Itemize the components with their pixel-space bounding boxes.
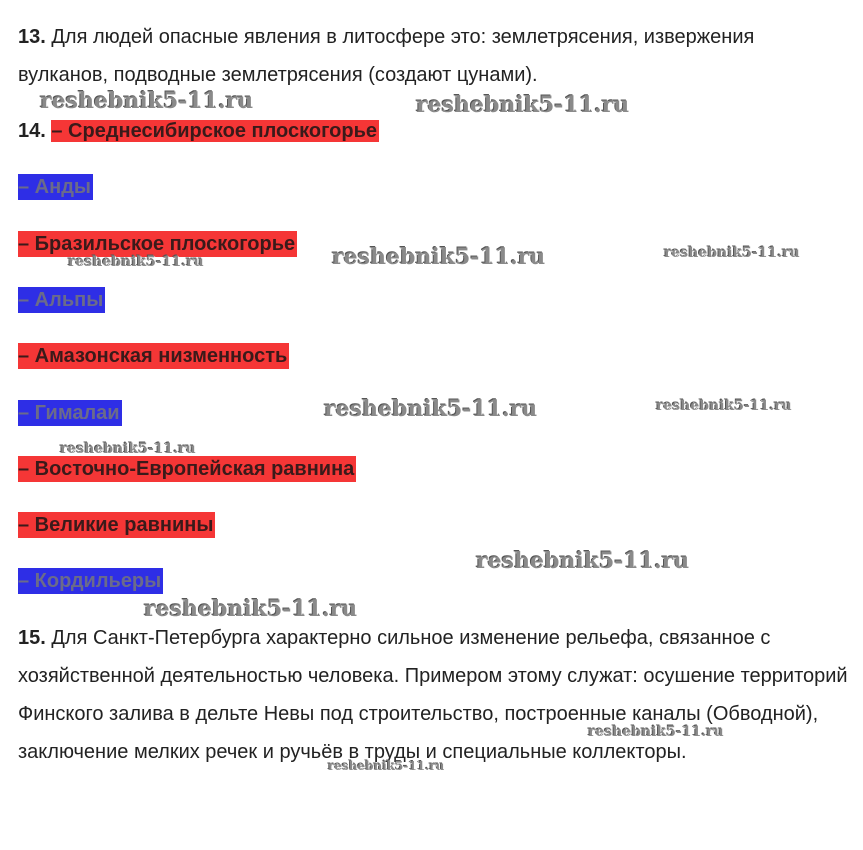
answer-15-number: 15.	[18, 627, 46, 649]
answer-15	[18, 619, 848, 771]
watermark: reshebnik5-11.ru	[476, 548, 690, 574]
landform-item: – Кордильеры	[18, 570, 162, 592]
watermark: reshebnik5-11.ru	[144, 596, 358, 622]
watermark: reshebnik5-11.ru	[588, 724, 724, 740]
landform-item: – Анды	[18, 176, 91, 198]
watermark: reshebnik5-11.ru	[40, 88, 254, 114]
watermark: reshebnik5-11.ru	[332, 244, 546, 270]
watermark: reshebnik5-11.ru	[416, 92, 630, 118]
landform-item: – Амазонская низменность	[18, 345, 288, 367]
watermark: reshebnik5-11.ru	[656, 398, 792, 414]
answer-13-number: 13.	[18, 26, 46, 48]
answer-14	[18, 118, 379, 144]
watermark: reshebnik5-11.ru	[68, 254, 204, 270]
watermark: reshebnik5-11.ru	[328, 759, 445, 773]
landform-item: – Альпы	[18, 289, 104, 311]
answer-14-number: 14.	[18, 120, 46, 142]
answer-13	[18, 18, 848, 94]
landform-item: – Восточно-Европейская равнина	[18, 458, 355, 480]
watermark: reshebnik5-11.ru	[60, 441, 196, 457]
answer-13-text: Для людей опасные явления в литосфере это: землетрясения, извержения вулканов, подводные землетрясения (создают цунами).	[18, 26, 755, 86]
landform-item: – Гималаи	[18, 402, 120, 424]
landform-item: – Бразильское плоскогорье	[18, 233, 296, 255]
landform-item: – Великие равнины	[18, 514, 214, 536]
answer-15-text: Для Санкт-Петербурга характерно сильное изменение рельефа, связанное с хозяйственной деятельностью человека. Примером этому служат: осушение территорий Финского залива в дельте Невы под строительство, построенные каналы (Обводной), заключение мелких речек и ручьёв в труды и специальные коллекторы.	[18, 627, 848, 763]
watermark: reshebnik5-11.ru	[324, 396, 538, 422]
watermark: reshebnik5-11.ru	[664, 245, 800, 261]
landform-item: – Среднесибирское плоскогорье	[51, 120, 377, 142]
